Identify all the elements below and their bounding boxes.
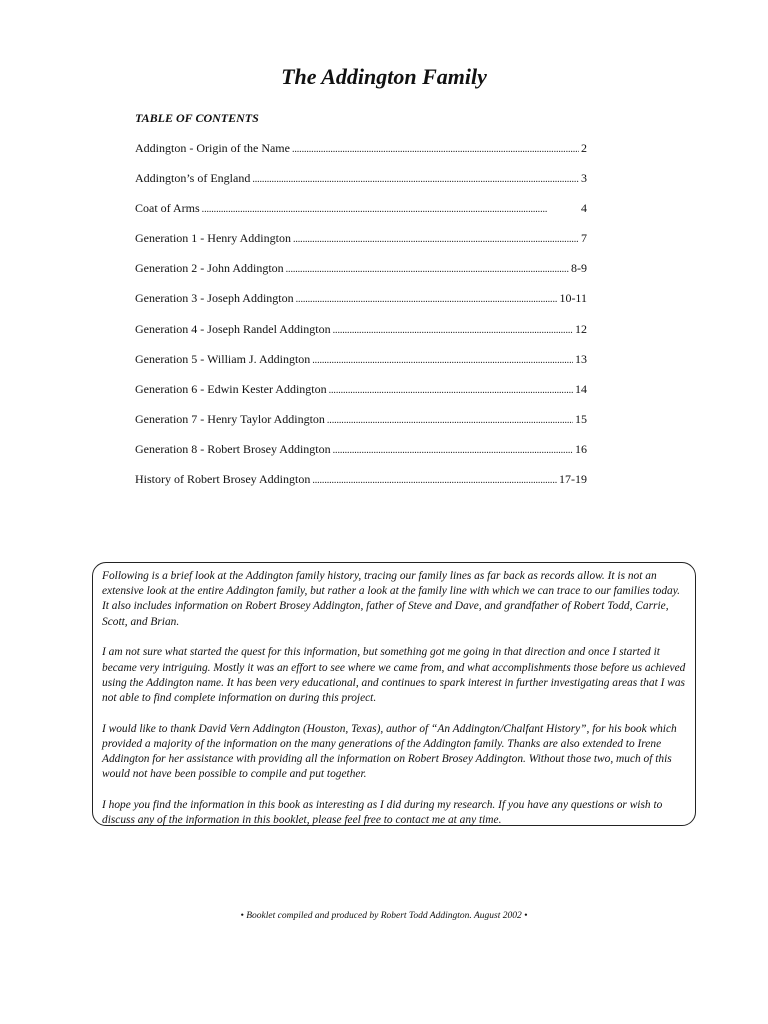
toc-entry [135,441,587,471]
toc-entry [135,290,587,320]
dot-leader [286,260,569,278]
toc-entry-label: Addington’s of England [135,171,251,186]
dot-leader [312,471,557,489]
dot-leader [333,321,573,339]
toc-entry-label: Addington - Origin of the Name [135,141,290,155]
dot-leader [327,411,573,429]
toc-entry-page: 8-9 [571,261,587,276]
toc-entry-page: 16 [575,441,587,456]
document-title: The Addington Family [281,64,487,89]
toc-entry-label: Generation 6 - Edwin Kester Addington [135,381,327,396]
toc-entry-page: 15 [575,411,587,426]
footer-credit: • Booklet compiled and produced by Robert Todd Addington. August 2002 • [240,911,528,921]
toc-entry [135,351,587,381]
intro-paragraph: I hope you find the information in this book as interesting as I did during my research. If you have any questions or wish to discuss any of the information in this booklet, please feel free to contact me at any time. [102,799,663,827]
toc-entry-page: 12 [575,321,587,336]
toc-entry-page: 2 [581,141,587,155]
toc-entry-label: Generation 2 - John Addington [135,261,284,276]
introduction-box [92,562,696,826]
intro-paragraph: I would like to thank David Vern Addington (Houston, Texas), author of “An Addington/Chalfant History”, for his book which provided a majority of the information on the many generations of the Addington family. Thanks are also extended to Irene Addington for her assistance with providing all the information on Robert Brosey Addington. Without those two, much of this would not have been possible to compile and put together. [102,722,677,781]
intro-paragraph: I am not sure what started the quest for this information, but something got me going in that direction and once I started it became very intriguing. Mostly it was an effort to see where we came from, and what accomplishments those before us achieved using the Addington name. It has been very educational, and continues to spark interest in further investigating areas that I was not able to find complete information on during this project. [102,646,686,705]
toc-entry [135,381,587,411]
toc-entry-label: Generation 1 - Henry Addington [135,231,291,246]
dot-leader [296,290,558,308]
intro-paragraph: Following is a brief look at the Addington family history, tracing our family lines as far back as records allow. It is not an extensive look at the entire Addington family, but rather a look at the family line with which we can trace to our families today. It also includes information on Robert Brosey Addington, father of Steve and Dave, and grandfather of Robert Todd, Carrie, Scott, and Brian. [102,570,680,628]
toc-entry-page: 7 [581,231,587,246]
toc-entry [135,200,587,230]
toc-entry-label: Generation 3 - Joseph Addington [135,291,294,306]
toc-entry-page: 3 [581,171,587,186]
toc-entry [135,411,587,441]
toc-entry [135,260,587,290]
dot-leader [202,200,579,218]
table-of-contents [135,140,587,501]
dot-leader [293,230,579,248]
dot-leader [292,140,579,158]
toc-entry-page: 13 [575,351,587,366]
dot-leader [252,170,579,188]
toc-entry-page: 14 [575,381,587,396]
toc-entry [135,471,587,501]
dot-leader [312,351,573,369]
toc-entry [135,170,587,200]
toc-entry-label: History of Robert Brosey Addington [135,472,311,487]
dot-leader [329,381,573,399]
toc-entry [135,321,587,351]
toc-entry-label: Generation 8 - Robert Brosey Addington [135,441,331,456]
toc-entry-label: Coat of Arms [135,201,200,216]
toc-entry-page: 4 [581,201,587,216]
dot-leader [333,441,573,459]
toc-entry [135,230,587,260]
toc-entry-page: 10-11 [559,291,587,306]
toc-heading: TABLE OF CONTENTS [135,111,259,125]
toc-entry-label: Generation 5 - William J. Addington [135,351,311,366]
toc-entry-label: Generation 4 - Joseph Randel Addington [135,321,331,336]
toc-entry-page: 17-19 [559,472,587,487]
toc-entry-label: Generation 7 - Henry Taylor Addington [135,411,325,426]
toc-entry [135,140,587,170]
